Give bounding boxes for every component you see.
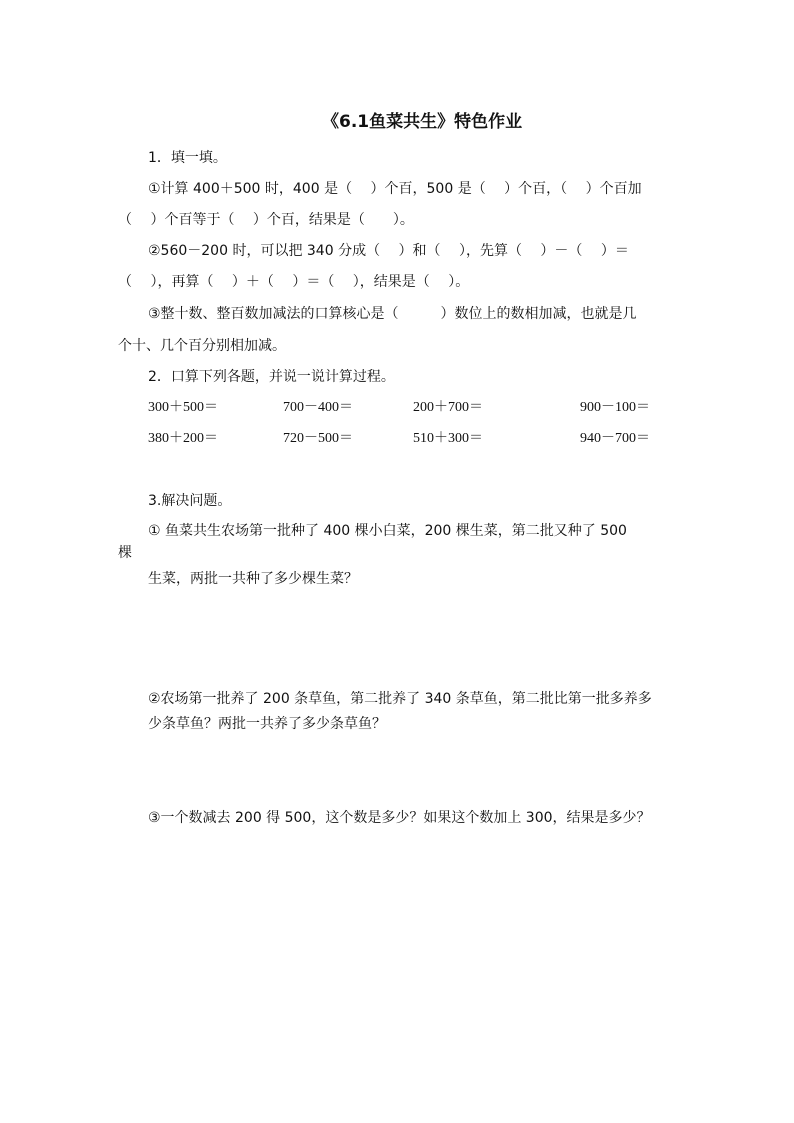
q3-problem2-line2: 少条草鱼？两批一共养了多少条草鱼？	[148, 716, 386, 732]
calc-r1-c4: 900－100＝	[580, 400, 650, 415]
q1-item1-line2: （ ）个百等于（ ）个百，结果是（ ）。	[118, 212, 414, 228]
page-title: 《6.1鱼菜共生》特色作业	[322, 112, 523, 132]
q1-item3-line2: 个十、几个百分别相加减。	[118, 338, 286, 354]
q3-problem3-line1: ③一个数减去 200 得 500，这个数是多少？如果这个数加上 300，结果是多少？	[148, 810, 651, 826]
calc-r2-c3: 510＋300＝	[413, 431, 483, 446]
calc-r1-c2: 700－400＝	[283, 400, 353, 415]
calc-r1-c3: 200＋700＝	[413, 400, 483, 415]
q1-item3-line1: ③整十数、整百数加减法的口算核心是（ ）数位上的数相加减，也就是几	[148, 306, 637, 322]
q1-item1-line1: ①计算 400＋500 时，400 是（ ）个百，500 是（ ）个百，（ ）个百加	[148, 181, 642, 197]
q1-item2-line1: ②560－200 时，可以把 340 分成（ ）和（ ），先算（ ）－（ ）＝	[148, 243, 629, 259]
q3-problem1-line1: ① 鱼菜共生农场第一批种了 400 棵小白菜，200 棵生菜，第二批又种了 500	[148, 523, 627, 539]
q1-heading: 1．填一填。	[148, 150, 227, 166]
calc-r2-c1: 380＋200＝	[148, 431, 218, 446]
q3-heading: 3.解决问题。	[148, 493, 232, 509]
calc-r2-c4: 940－700＝	[580, 431, 650, 446]
q3-problem1-line3: 生菜，两批一共种了多少棵生菜？	[148, 571, 358, 587]
q1-item2-line2: （ ），再算（ ）＋（ ）＝（ ），结果是（ ）。	[118, 274, 470, 290]
calc-r2-c2: 720－500＝	[283, 431, 353, 446]
q2-heading: 2．口算下列各题，并说一说计算过程。	[148, 369, 395, 385]
calc-r1-c1: 300＋500＝	[148, 400, 218, 415]
q3-problem2-line1: ②农场第一批养了 200 条草鱼，第二批养了 340 条草鱼，第二批比第一批多养多	[148, 691, 652, 707]
q3-problem1-line2: 棵	[118, 545, 132, 561]
